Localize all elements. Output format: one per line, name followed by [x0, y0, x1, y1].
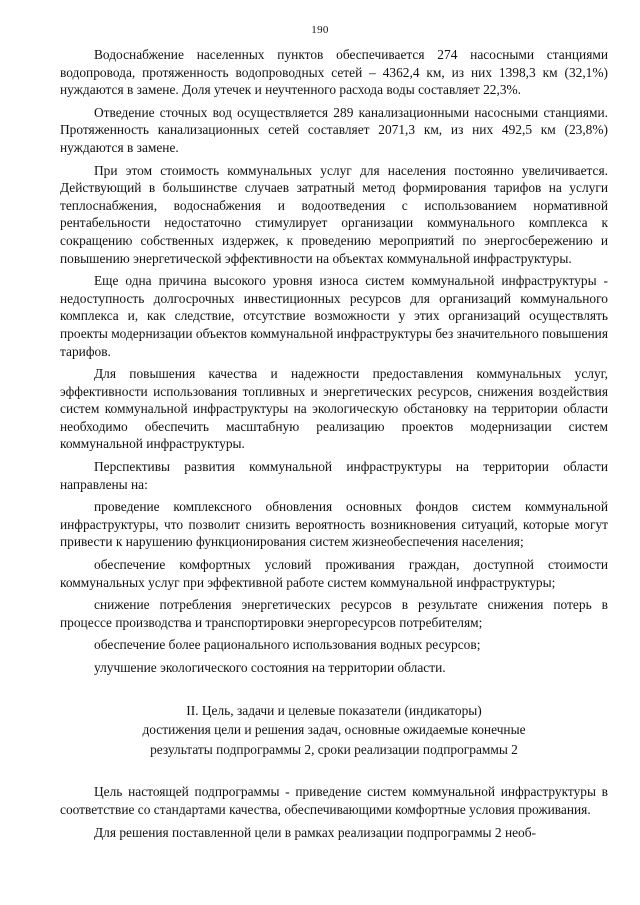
section-heading-line: II. Цель, задачи и целевые показатели (индикаторы): [186, 702, 482, 718]
paragraph-investment: Еще одна причина высокого уровня износа систем коммунальной инфраструктуры - недоступность долгосрочных инвестиционных ресурсов для организаций коммунального комплекса и, как следствие, отсутствие возможности у этих организаций осуществлять проекты модернизации объектов коммунальной инфраструктуры без значительного повышения тарифов.: [60, 273, 608, 359]
section-heading: [60, 701, 608, 760]
paragraph-sewage: Отведение сточных вод осуществляется 289 канализационными насосными станциями. Протяженность канализационных сетей составляет 2071,3 км, из них 492,5 км (23,8%) нуждаются в замене.: [60, 104, 608, 155]
paragraph-goal: Цель настоящей подпрограммы - приведение систем коммунальной инфраструктуры в соответствие со стандартами качества, обеспечивающими комфортные условия проживания.: [60, 784, 608, 817]
paragraph-prospects: Перспективы развития коммунальной инфраструктуры на территории области направлены на:: [60, 459, 608, 492]
section-heading-line: результаты подпрограммы 2, сроки реализации подпрограммы 2: [150, 741, 518, 757]
paragraph-tariffs: При этом стоимость коммунальных услуг для населения постоянно увеличивается. Действующий в большинстве случаев затратный метод формирования тарифов на услуги теплоснабжения, водоснабжения и водоотведения с использованием нормативной рентабельности недостаточно стимулирует организации коммунального комплекса к сокращению собственных издержек, к проведению мероприятий по энергосбережению и повышению энергетической эффективности на объектах коммунальной инфраструктуры.: [60, 162, 608, 266]
list-item: обеспечение комфортных условий проживания граждан, доступной стоимости коммунальных услуг при эффективной работе систем коммунальной инфраструктуры;: [60, 557, 608, 590]
paragraph-tasks: Для решения поставленной цели в рамках реализации подпрограммы 2 необ-: [94, 824, 537, 840]
list-item: обеспечение более рационального использования водных ресурсов;: [94, 637, 481, 653]
list-item: проведение комплексного обновления основных фондов систем коммунальной инфраструктуры, что позволит снизить вероятность возникновения ситуаций, которые могут привести к нарушению функционирования систем жизнеобеспечения населения;: [60, 499, 608, 550]
list-item: улучшение экологического состояния на территории области.: [94, 660, 446, 675]
paragraph-water-supply: Водоснабжение населенных пунктов обеспечивается 274 насосными станциями водопровода, протяженность водопроводных сетей – 4362,4 км, из них 1398,3 км (32,1%) нуждаются в замене. Доля утечек и неучтенного расхода воды составляет 22,3%.: [60, 47, 608, 98]
list-item: снижение потребления энергетических ресурсов в результате снижения потерь в процессе производства и транспортировки энергоресурсов потребителям;: [60, 597, 608, 630]
body-text: [60, 46, 608, 846]
paragraph-quality: Для повышения качества и надежности предоставления коммунальных услуг, эффективности использования топливных и энергетических ресурсов, снижения воздействия систем коммунальной инфраструктуры на экологическую обстановку на территории области необходимо обеспечить масштабную реализацию проектов модернизации систем коммунальной инфраструктуры.: [60, 366, 608, 452]
page-number: 190: [311, 24, 329, 36]
section-heading-line: достижения цели и решения задач, основные ожидаемые конечные: [142, 722, 526, 738]
